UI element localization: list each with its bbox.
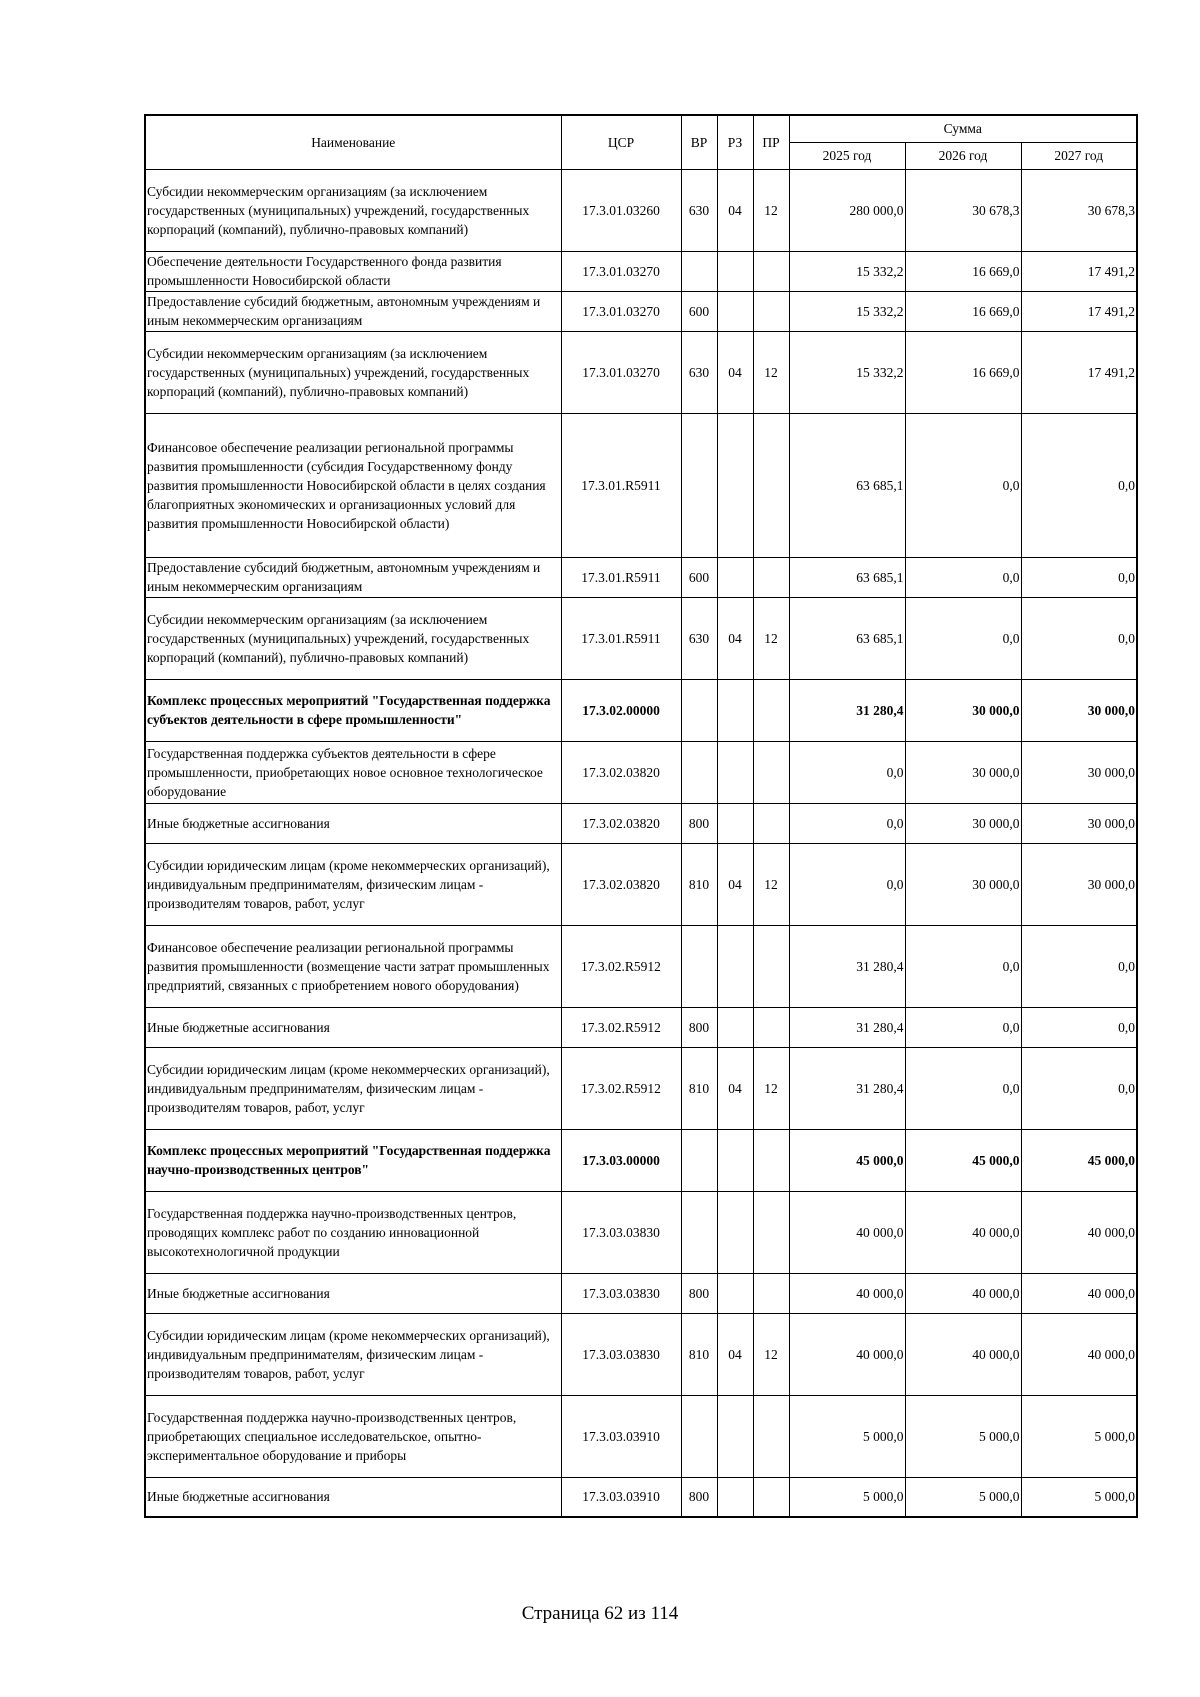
row-name: Государственная поддержка научно-производственных центров, приобретающих специальное исследовательское, опытно-экспериментальное оборудование и приборы — [145, 1395, 561, 1477]
row-name: Предоставление субсидий бюджетным, автономным учреждениям и иным некоммерческим организациям — [145, 291, 561, 331]
row-rz — [717, 1007, 753, 1047]
row-sum-2027: 30 000,0 — [1021, 803, 1137, 843]
row-csr: 17.3.01.03270 — [561, 331, 681, 413]
row-csr: 17.3.03.00000 — [561, 1129, 681, 1191]
row-pr — [753, 1477, 789, 1517]
row-vr: 600 — [681, 557, 717, 597]
row-csr: 17.3.02.00000 — [561, 679, 681, 741]
row-vr — [681, 251, 717, 291]
row-name: Финансовое обеспечение реализации региональной программы развития промышленности (возмещение части затрат промышленных предприятий, связанных с приобретением нового оборудования) — [145, 925, 561, 1007]
row-pr — [753, 291, 789, 331]
row-rz: 04 — [717, 843, 753, 925]
row-rz — [717, 1477, 753, 1517]
row-sum-2025: 15 332,2 — [789, 331, 905, 413]
row-sum-2027: 40 000,0 — [1021, 1191, 1137, 1273]
row-vr — [681, 413, 717, 557]
row-rz — [717, 251, 753, 291]
row-sum-2026: 40 000,0 — [905, 1313, 1021, 1395]
row-sum-2027: 17 491,2 — [1021, 331, 1137, 413]
header-rz: РЗ — [717, 115, 753, 169]
table-row — [145, 741, 1137, 803]
row-csr: 17.3.02.03820 — [561, 843, 681, 925]
row-rz: 04 — [717, 1313, 753, 1395]
header-pr: ПР — [753, 115, 789, 169]
row-csr: 17.3.03.03830 — [561, 1273, 681, 1313]
row-csr: 17.3.02.R5912 — [561, 925, 681, 1007]
row-sum-2025: 5 000,0 — [789, 1395, 905, 1477]
table-row — [145, 331, 1137, 413]
row-pr — [753, 251, 789, 291]
header-2026: 2026 год — [905, 142, 1021, 169]
header-vr: ВР — [681, 115, 717, 169]
row-sum-2026: 30 000,0 — [905, 679, 1021, 741]
header-sum: Сумма — [789, 115, 1137, 142]
row-rz: 04 — [717, 331, 753, 413]
row-csr: 17.3.01.R5911 — [561, 557, 681, 597]
row-vr — [681, 1395, 717, 1477]
row-sum-2025: 40 000,0 — [789, 1273, 905, 1313]
row-rz — [717, 1191, 753, 1273]
row-vr: 800 — [681, 1477, 717, 1517]
row-name: Субсидии некоммерческим организациям (за исключением государственных (муниципальных) учреждений, государственных корпораций (компаний), публично-правовых компаний) — [145, 597, 561, 679]
row-sum-2025: 63 685,1 — [789, 597, 905, 679]
row-sum-2027: 0,0 — [1021, 1047, 1137, 1129]
row-sum-2025: 40 000,0 — [789, 1191, 905, 1273]
row-pr: 12 — [753, 331, 789, 413]
row-rz — [717, 679, 753, 741]
row-sum-2026: 16 669,0 — [905, 331, 1021, 413]
table-row — [145, 1129, 1137, 1191]
row-csr: 17.3.01.R5911 — [561, 413, 681, 557]
row-sum-2027: 0,0 — [1021, 925, 1137, 1007]
page-number: Страница 62 из 114 — [521, 1603, 679, 1624]
row-vr: 810 — [681, 1047, 717, 1129]
row-vr: 630 — [681, 169, 717, 251]
row-pr — [753, 1273, 789, 1313]
table-body — [145, 169, 1137, 1517]
row-rz — [717, 557, 753, 597]
row-pr: 12 — [753, 843, 789, 925]
row-sum-2026: 0,0 — [905, 1007, 1021, 1047]
row-rz — [717, 803, 753, 843]
row-sum-2027: 5 000,0 — [1021, 1477, 1137, 1517]
table-row — [145, 291, 1137, 331]
row-sum-2025: 31 280,4 — [789, 679, 905, 741]
row-sum-2027: 40 000,0 — [1021, 1273, 1137, 1313]
row-vr: 800 — [681, 803, 717, 843]
table-row — [145, 1477, 1137, 1517]
row-csr: 17.3.02.R5912 — [561, 1047, 681, 1129]
row-sum-2027: 17 491,2 — [1021, 251, 1137, 291]
row-name: Субсидии юридическим лицам (кроме некоммерческих организаций), индивидуальным предпринимателям, физическим лицам - производителям товаров, работ, услуг — [145, 843, 561, 925]
row-sum-2025: 0,0 — [789, 741, 905, 803]
header-name: Наименование — [145, 115, 561, 169]
row-rz — [717, 741, 753, 803]
table-row — [145, 1191, 1137, 1273]
row-sum-2027: 30 000,0 — [1021, 741, 1137, 803]
row-name: Иные бюджетные ассигнования — [145, 1273, 561, 1313]
table-row — [145, 1007, 1137, 1047]
table-row — [145, 679, 1137, 741]
row-pr: 12 — [753, 1313, 789, 1395]
row-sum-2027: 0,0 — [1021, 1007, 1137, 1047]
row-pr — [753, 1007, 789, 1047]
row-rz — [717, 1273, 753, 1313]
row-pr: 12 — [753, 169, 789, 251]
row-sum-2027: 30 000,0 — [1021, 679, 1137, 741]
table-row — [145, 597, 1137, 679]
row-pr — [753, 803, 789, 843]
row-rz: 04 — [717, 1047, 753, 1129]
row-csr: 17.3.03.03830 — [561, 1191, 681, 1273]
row-vr: 800 — [681, 1273, 717, 1313]
row-sum-2027: 0,0 — [1021, 413, 1137, 557]
row-csr: 17.3.01.R5911 — [561, 597, 681, 679]
table-row — [145, 1313, 1137, 1395]
row-sum-2026: 30 000,0 — [905, 803, 1021, 843]
row-csr: 17.3.01.03270 — [561, 291, 681, 331]
row-sum-2027: 40 000,0 — [1021, 1313, 1137, 1395]
table-row — [145, 843, 1137, 925]
row-pr: 12 — [753, 597, 789, 679]
row-name: Субсидии юридическим лицам (кроме некоммерческих организаций), индивидуальным предпринимателям, физическим лицам - производителям товаров, работ, услуг — [145, 1313, 561, 1395]
row-name: Государственная поддержка научно-производственных центров, проводящих комплекс работ по созданию инновационной высокотехнологичной продукции — [145, 1191, 561, 1273]
table-row — [145, 557, 1137, 597]
row-sum-2025: 40 000,0 — [789, 1313, 905, 1395]
row-csr: 17.3.02.03820 — [561, 803, 681, 843]
row-csr: 17.3.03.03830 — [561, 1313, 681, 1395]
row-pr — [753, 413, 789, 557]
row-sum-2025: 63 685,1 — [789, 413, 905, 557]
row-sum-2026: 0,0 — [905, 597, 1021, 679]
row-name: Предоставление субсидий бюджетным, автономным учреждениям и иным некоммерческим организациям — [145, 557, 561, 597]
row-sum-2025: 15 332,2 — [789, 251, 905, 291]
row-sum-2026: 0,0 — [905, 413, 1021, 557]
row-rz — [717, 413, 753, 557]
row-pr — [753, 1129, 789, 1191]
row-sum-2025: 0,0 — [789, 803, 905, 843]
table-row — [145, 1395, 1137, 1477]
row-vr: 630 — [681, 597, 717, 679]
row-rz — [717, 1395, 753, 1477]
table-row — [145, 413, 1137, 557]
header-2027: 2027 год — [1021, 142, 1137, 169]
row-csr: 17.3.01.03270 — [561, 251, 681, 291]
row-vr — [681, 741, 717, 803]
row-name: Комплекс процессных мероприятий "Государственная поддержка научно-производственных центров" — [145, 1129, 561, 1191]
row-name: Субсидии некоммерческим организациям (за исключением государственных (муниципальных) учреждений, государственных корпораций (компаний), публично-правовых компаний) — [145, 331, 561, 413]
row-vr: 800 — [681, 1007, 717, 1047]
row-name: Финансовое обеспечение реализации региональной программы развития промышленности (субсидия Государственному фонду развития промышленности Новосибирской области в целях создания благоприятных экономических и организационных условий для развития промышленности Новосибирской области) — [145, 413, 561, 557]
table-row — [145, 1047, 1137, 1129]
row-sum-2027: 5 000,0 — [1021, 1395, 1137, 1477]
row-sum-2026: 30 000,0 — [905, 843, 1021, 925]
row-csr: 17.3.01.03260 — [561, 169, 681, 251]
header-2025: 2025 год — [789, 142, 905, 169]
row-rz — [717, 291, 753, 331]
row-sum-2025: 45 000,0 — [789, 1129, 905, 1191]
table-row — [145, 1273, 1137, 1313]
header-csr: ЦСР — [561, 115, 681, 169]
row-pr — [753, 557, 789, 597]
row-sum-2025: 280 000,0 — [789, 169, 905, 251]
row-name: Обеспечение деятельности Государственного фонда развития промышленности Новосибирской области — [145, 251, 561, 291]
row-sum-2025: 31 280,4 — [789, 1007, 905, 1047]
row-sum-2026: 0,0 — [905, 557, 1021, 597]
row-name: Иные бюджетные ассигнования — [145, 1007, 561, 1047]
row-sum-2025: 31 280,4 — [789, 1047, 905, 1129]
row-sum-2026: 5 000,0 — [905, 1477, 1021, 1517]
row-pr: 12 — [753, 1047, 789, 1129]
row-sum-2027: 17 491,2 — [1021, 291, 1137, 331]
row-vr — [681, 1191, 717, 1273]
row-sum-2025: 5 000,0 — [789, 1477, 905, 1517]
row-name: Иные бюджетные ассигнования — [145, 803, 561, 843]
row-vr — [681, 679, 717, 741]
row-pr — [753, 741, 789, 803]
row-rz — [717, 925, 753, 1007]
row-sum-2026: 0,0 — [905, 925, 1021, 1007]
row-pr — [753, 1191, 789, 1273]
row-name: Субсидии некоммерческим организациям (за исключением государственных (муниципальных) учреждений, государственных корпораций (компаний), публично-правовых компаний) — [145, 169, 561, 251]
row-sum-2027: 0,0 — [1021, 557, 1137, 597]
row-csr: 17.3.03.03910 — [561, 1477, 681, 1517]
row-rz: 04 — [717, 169, 753, 251]
row-sum-2025: 0,0 — [789, 843, 905, 925]
row-vr: 600 — [681, 291, 717, 331]
row-sum-2026: 0,0 — [905, 1047, 1021, 1129]
row-vr: 810 — [681, 843, 717, 925]
row-sum-2026: 30 000,0 — [905, 741, 1021, 803]
row-pr — [753, 679, 789, 741]
row-name: Комплекс процессных мероприятий "Государственная поддержка субъектов деятельности в сфере промышленности" — [145, 679, 561, 741]
row-name: Субсидии юридическим лицам (кроме некоммерческих организаций), индивидуальным предпринимателям, физическим лицам - производителям товаров, работ, услуг — [145, 1047, 561, 1129]
table-row — [145, 925, 1137, 1007]
row-sum-2027: 30 000,0 — [1021, 843, 1137, 925]
row-name: Государственная поддержка субъектов деятельности в сфере промышленности, приобретающих новое основное технологическое оборудование — [145, 741, 561, 803]
table-row — [145, 803, 1137, 843]
row-rz: 04 — [717, 597, 753, 679]
row-sum-2027: 30 678,3 — [1021, 169, 1137, 251]
row-vr: 810 — [681, 1313, 717, 1395]
row-sum-2026: 45 000,0 — [905, 1129, 1021, 1191]
row-sum-2025: 31 280,4 — [789, 925, 905, 1007]
row-vr — [681, 1129, 717, 1191]
budget-table — [144, 114, 1138, 1518]
table-row — [145, 251, 1137, 291]
row-sum-2026: 5 000,0 — [905, 1395, 1021, 1477]
row-csr: 17.3.02.R5912 — [561, 1007, 681, 1047]
row-pr — [753, 925, 789, 1007]
row-sum-2026: 30 678,3 — [905, 169, 1021, 251]
row-sum-2027: 0,0 — [1021, 597, 1137, 679]
row-sum-2026: 40 000,0 — [905, 1191, 1021, 1273]
row-name: Иные бюджетные ассигнования — [145, 1477, 561, 1517]
row-csr: 17.3.02.03820 — [561, 741, 681, 803]
row-sum-2026: 16 669,0 — [905, 291, 1021, 331]
row-vr: 630 — [681, 331, 717, 413]
row-sum-2025: 15 332,2 — [789, 291, 905, 331]
row-rz — [717, 1129, 753, 1191]
table-row — [145, 169, 1137, 251]
row-sum-2027: 45 000,0 — [1021, 1129, 1137, 1191]
row-sum-2026: 16 669,0 — [905, 251, 1021, 291]
row-csr: 17.3.03.03910 — [561, 1395, 681, 1477]
row-sum-2026: 40 000,0 — [905, 1273, 1021, 1313]
row-vr — [681, 925, 717, 1007]
row-pr — [753, 1395, 789, 1477]
row-sum-2025: 63 685,1 — [789, 557, 905, 597]
